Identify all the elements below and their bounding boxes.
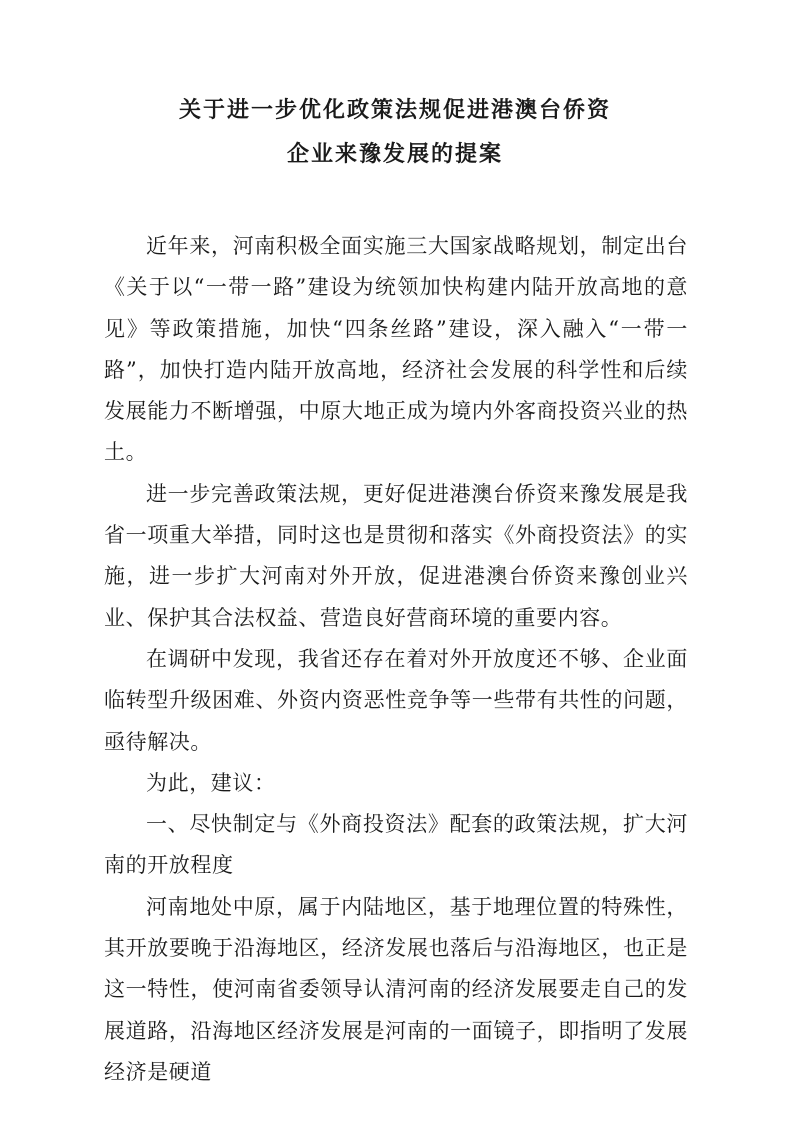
paragraph-problems: 在调研中发现，我省还存在着对外开放度还不够、企业面临转型升级困难、外资内资恶性竞争等一些带有共性的问题，亟待解决。 [104, 646, 688, 754]
document-title-line-1: 关于进一步优化政策法规促进港澳台侨资 [178, 98, 611, 123]
document-body [104, 226, 688, 1093]
paragraph-henan-location: 河南地处中原，属于内陆地区，基于地理位置的特殊性，其开放要晚于沿海地区，经济发展也落后与沿海地区，也正是这一特性，使河南省委领导认清河南的经济发展要走自己的发展道路，沿海地区经济发展是河南的一面镜子，即指明了发展经济是硬道 [104, 894, 688, 1084]
paragraph-suggestion-heading-1: 一、尽快制定与《外商投资法》配套的政策法规，扩大河南的开放程度 [104, 812, 688, 878]
paragraph-suggestion-lead: 为此，建议： [146, 770, 276, 795]
document-title-line-2: 企业来豫发展的提案 [286, 142, 503, 167]
paragraph-intro: 近年来，河南积极全面实施三大国家战略规划，制定出台《关于以“一带一路”建设为统领加快构建内陆开放高地的意见》等政策措施，加快“四条丝路”建设，深入融入“一带一路”，加快打造内陆开放高地，经济社会发展的科学性和后续发展能力不断增强，中原大地正成为境内外客商投资兴业的热土。 [104, 234, 688, 465]
paragraph-policy-importance: 进一步完善政策法规，更好促进港澳台侨资来豫发展是我省一项重大举措，同时这也是贯彻和落实《外商投资法》的实施，进一步扩大河南对外开放，促进港澳台侨资来豫创业兴业、保护其合法权益、营造良好营商环境的重要内容。 [104, 481, 688, 630]
